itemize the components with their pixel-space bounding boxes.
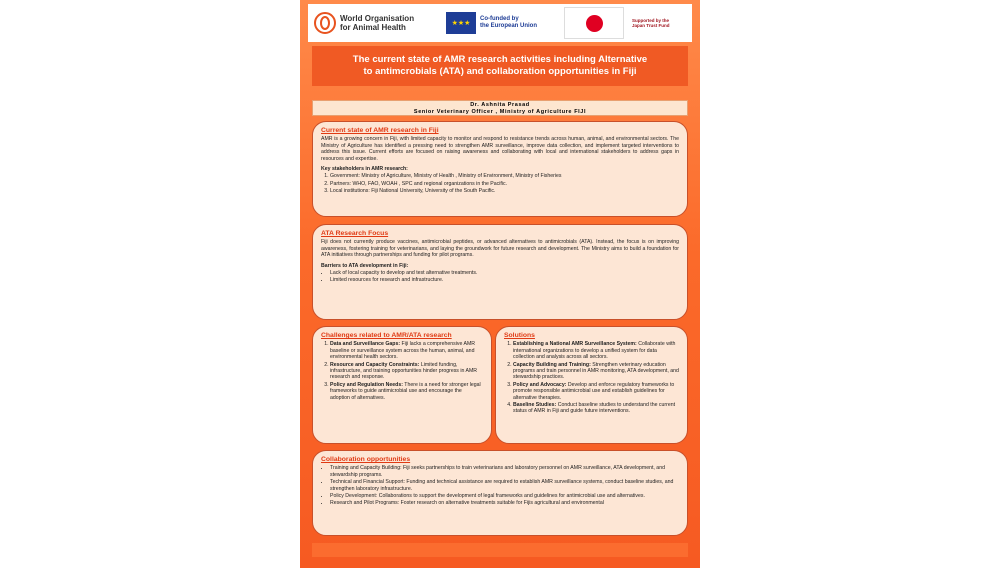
woah-name: World Organisation for Animal Health (340, 14, 415, 32)
list-item: 1. Government: Ministry of Agriculture, Ministry of Health , Ministry of Environment, Ministry of Fisheries (330, 173, 679, 179)
japan-flag-icon (564, 7, 624, 39)
stakeholders-heading: Key stakeholders in AMR research: (321, 166, 408, 173)
list-item: 3. Policy and Advocacy: Develop and enforce regulatory frameworks to promote responsible antimicrobial use and establish guidelines for alternative therapies. (513, 382, 679, 401)
collaboration-panel (312, 450, 688, 536)
barriers-heading: Barriers to ATA development in Fiji: (321, 262, 409, 269)
section-title: Challenges related to AMR/ATA research (321, 332, 452, 339)
collaboration-list (321, 465, 679, 506)
author-role: Senior Veterinary Officer , Ministry of Agriculture FIJI (413, 108, 587, 115)
list-item: 3. Policy and Regulation Needs: There is a need for stronger legal frameworks to guide antimicrobial use and encourage the adoption of alternatives. (330, 382, 483, 401)
woah-logo-block (308, 12, 446, 34)
section-title: Solutions (504, 332, 535, 339)
ata-focus-panel (312, 224, 688, 320)
list-item: • Research and Pilot Programs: Foster research on alternative treatments suitable for Fijis agricultural and environmental (330, 500, 679, 506)
eu-flag-icon: ★★★ (446, 12, 476, 34)
solutions-panel (495, 326, 688, 444)
challenges-panel (312, 326, 492, 444)
list-item: 2. Capacity Building and Training: Strengthen veterinary education programs and train personnel in AMR monitoring, ATA development, and stewardship practices. (513, 362, 679, 381)
section-title: Current state of AMR research in Fiji (321, 127, 439, 134)
list-item: 3. Local institutions: Fiji National University, University of the South Pacific. (330, 188, 679, 194)
eu-logo-block (446, 12, 564, 34)
poster-title: The current state of AMR research activities including Alternative to antimcrobials (ATA) and collaboration opportunities in Fiji (312, 46, 688, 86)
list-item: 4. Baseline Studies: Conduct baseline studies to understand the current status of AMR in Fiji and guide future interventions. (513, 402, 679, 415)
section-title: ATA Research Focus (321, 230, 389, 237)
japan-trust-fund-text: Supported by the Japan Trust Fund (632, 18, 670, 28)
eu-funding-text: Co-funded by the European Union (480, 16, 537, 29)
list-item: 2. Resource and Capacity Constraints: Limited funding, infrastructure, and training opportunities hinder progress in AMR research and response. (330, 362, 483, 381)
list-item: • Policy Development: Collaborations to support the development of legal frameworks and guidelines for antimicrobial use and alternatives. (330, 493, 679, 499)
current-state-panel (312, 121, 688, 217)
logo-header (308, 4, 692, 42)
woah-logo-icon (314, 12, 336, 34)
section-body: Fiji does not currently produce vaccines, antimicrobial peptides, or advanced alternatives to antimicrobials (ATA). Instead, the focus is on improving awareness, fostering training for veterinarians, and laying the groundwork for future research and development. The Ministry aims to build a foundation for ATA initiatives through partnerships and funding for pilot programs. (321, 239, 679, 259)
author-box (312, 100, 688, 116)
author-name: Dr. Ashnita Prasad (470, 102, 530, 108)
list-item: 1. Establishing a National AMR Surveillance System: Collaborate with international organizations to develop a unified system for data collection and analysis across all sectors. (513, 341, 679, 360)
footer-bar (312, 543, 688, 557)
list-item: • Technical and Financial Support: Funding and technical assistance are required to establish AMR surveillance systems, conduct baseline studies, and strengthen laboratory infrastructure. (330, 479, 679, 492)
challenge-list (321, 341, 483, 401)
list-item: • Training and Capacity Building: Fiji seeks partnerships to train veterinarians and laboratory personnel on AMR surveillance, ATA development, and stewardship programs. (330, 465, 679, 478)
list-item: • Lack of local capacity to develop and test alternative treatments. (330, 270, 679, 276)
poster (300, 0, 700, 568)
list-item: 2. Partners: WHO, FAO, WOAH , SPC and regional organizations in the Pacific. (330, 181, 679, 187)
stakeholder-list (321, 173, 679, 194)
solution-list (504, 341, 679, 414)
list-item: 1. Data and Surveillance Gaps: Fiji lacks a comprehensive AMR baseline or surveillance system across the human, animal, and environmental health sectors. (330, 341, 483, 360)
list-item: • Limited resources for research and infrastructure. (330, 277, 679, 283)
barrier-list (321, 270, 679, 284)
section-body: AMR is a growing concern in Fiji, with limited capacity to monitor and respond to resistance trends across human, animal, and environmental sectors. The Ministry of Agriculture has identified a pressing need to strengthen AMR surveillance, improve data collection, and implement targeted interventions to address this issue. Current efforts are focused on raising awareness and collaborating with local and international stakeholders to address gaps in resources and expertise. (321, 136, 679, 162)
section-title: Collaboration opportunities (321, 456, 411, 463)
